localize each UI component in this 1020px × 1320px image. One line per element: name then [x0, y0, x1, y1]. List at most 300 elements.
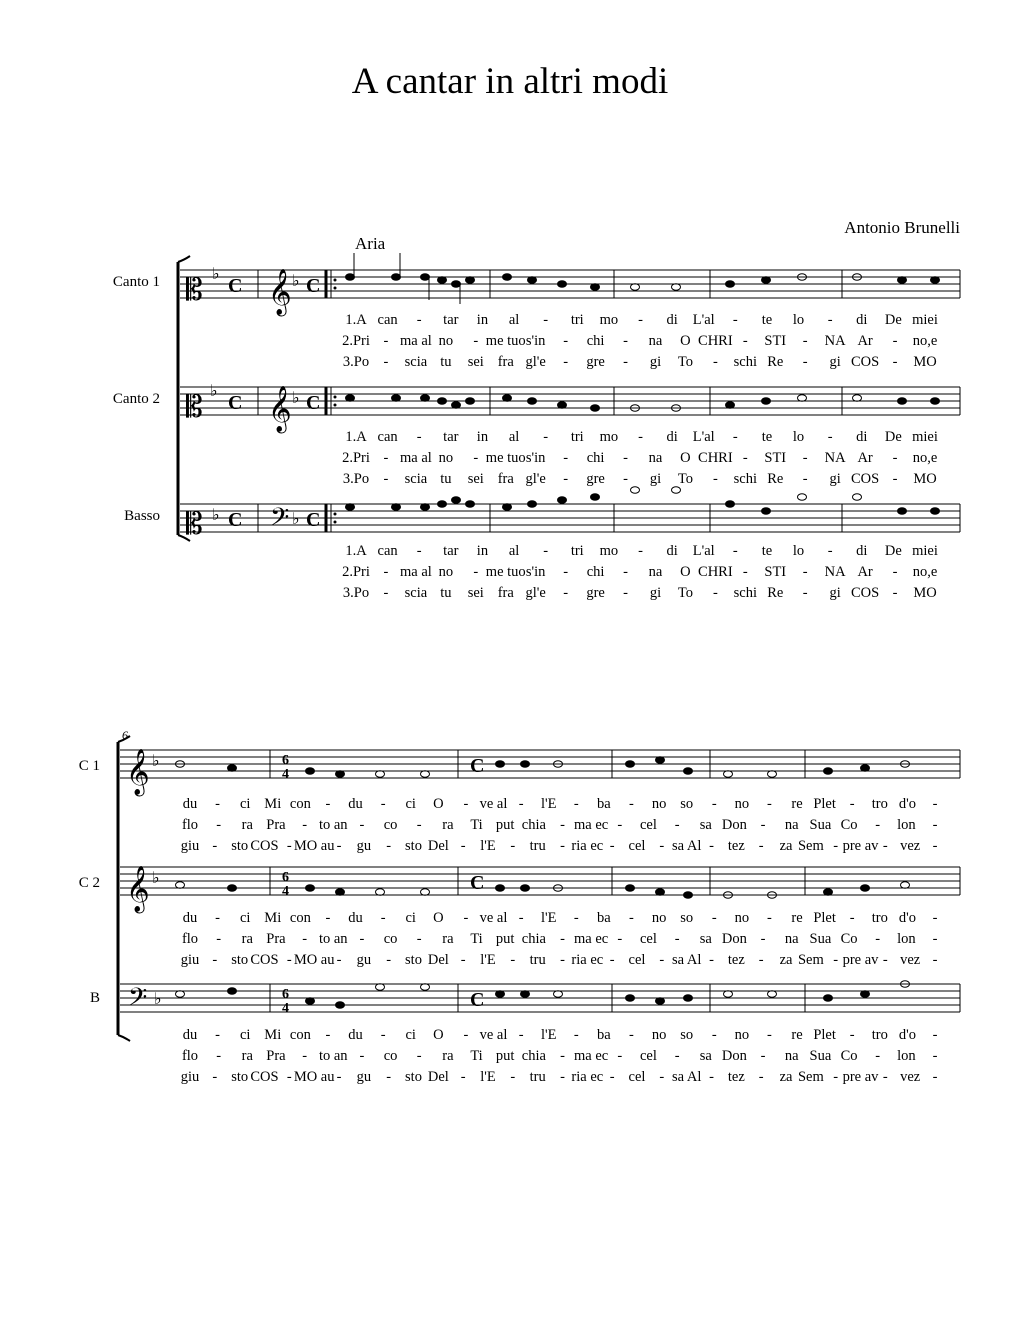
lyric-syllable: za [779, 1069, 793, 1085]
lyric-syllable: STI [764, 450, 787, 466]
lyric-syllable: NA [824, 333, 846, 349]
lyric-syllable: ria ec [571, 838, 604, 854]
lyric-syllable: STI [764, 564, 787, 580]
lyric-syllable: - [573, 910, 579, 926]
lyric-syllable: - [302, 817, 308, 833]
lyric-syllable: - [709, 838, 714, 854]
lyric-syllable: Pra [266, 931, 286, 947]
part-label-b: B [89, 990, 100, 1006]
lyric-syllable: - [882, 1069, 888, 1085]
lyric-syllable: co [383, 931, 398, 947]
lyric-syllable: ve al [479, 1027, 508, 1043]
lyric-syllable: - [659, 1069, 665, 1085]
lyric-syllable: gl'e [525, 471, 546, 487]
lyric-syllable: mo [599, 429, 619, 445]
svg-text:4: 4 [282, 767, 289, 782]
lyric-syllable: can [377, 429, 398, 445]
lyric-syllable: tru [529, 838, 546, 854]
lyric-syllable: 2.Pri [342, 450, 370, 466]
lyric-syllable: di [666, 429, 678, 445]
lyric-syllable: sa Al [671, 838, 702, 854]
lyric-syllable: - [386, 952, 392, 968]
lyric-syllable: Re [767, 585, 784, 601]
lyric-syllable: COS [250, 1069, 279, 1085]
lyric-syllable: di [666, 312, 678, 328]
lyric-syllable: - [802, 585, 808, 601]
lyric-syllable: 1.A [345, 312, 367, 328]
lyric-syllable: tru [529, 952, 546, 968]
lyric-syllable: - [325, 796, 331, 812]
lyric-syllable: sto [405, 838, 422, 854]
lyric-syllable: - [518, 1027, 524, 1043]
lyric-syllable: me tuo [485, 564, 526, 580]
lyric-syllable: - [932, 796, 938, 812]
part-label-c1: C 1 [78, 758, 100, 774]
lyric-syllable: - [510, 838, 516, 854]
lyric-syllable: - [892, 333, 898, 349]
lyric-syllable: gu [356, 1069, 372, 1085]
lyric-syllable: - [827, 429, 833, 445]
lyric-syllable: Sem [797, 1069, 824, 1085]
lyric-syllable: l'E [540, 796, 557, 812]
lyric-syllable: con [289, 1027, 311, 1043]
lyric-syllable: so [680, 1027, 694, 1043]
lyric-syllable: - [463, 1027, 469, 1043]
lyric-syllable: ma ec [574, 817, 609, 833]
lyric-syllable: - [215, 910, 220, 926]
lyric-syllable: - [892, 471, 898, 487]
svg-text:6: 6 [282, 870, 289, 885]
lyric-syllable: flo [181, 931, 199, 947]
lyric-syllable: pre av [842, 1069, 879, 1085]
lyric-syllable: ma ec [574, 1048, 609, 1064]
lyric-syllable: Co [840, 817, 858, 833]
lyric-syllable: - [416, 817, 422, 833]
lyric-syllable: du [182, 1027, 198, 1043]
lyric-syllable: con [289, 796, 311, 812]
lyric-syllable: lo [792, 543, 805, 559]
lyric-syllable: To [677, 354, 693, 370]
lyric-syllable: Mi [264, 796, 282, 812]
lyric-syllable: to an [318, 817, 348, 833]
lyric-syllable: schi [733, 471, 757, 487]
lyric-syllable: no,e [912, 450, 938, 466]
lyric-syllable: - [758, 1069, 764, 1085]
lyric-syllable: - [336, 838, 342, 854]
lyric-syllable: - [383, 585, 389, 601]
lyric-syllable: gi [829, 585, 841, 601]
lyric-syllable: za [779, 952, 793, 968]
lyric-syllable: no [734, 796, 750, 812]
lyric-syllable: - [712, 585, 718, 601]
notes-basso [346, 487, 940, 515]
lyric-syllable: - [286, 1069, 292, 1085]
lyric-syllable: no [651, 796, 667, 812]
lyric-syllable: no [651, 1027, 667, 1043]
lyric-syllable: - [560, 1069, 565, 1085]
lyric-syllable: fra [497, 354, 514, 370]
lyric-syllable: sa Al [671, 1069, 702, 1085]
lyric-syllable: na [648, 564, 663, 580]
lyric-syllable: no [438, 333, 454, 349]
part-label-canto-2: Canto 2 [112, 391, 160, 407]
lyric-syllable: ma al [399, 333, 432, 349]
lyric-syllable: MO au [293, 952, 335, 968]
lyric-syllable: chi [586, 450, 605, 466]
lyric-syllable: no [438, 450, 454, 466]
lyric-syllable: re [791, 1027, 803, 1043]
lyric-syllable: - [875, 931, 881, 947]
lyric-syllable: Ti [470, 931, 483, 947]
svg-text:♭: ♭ [154, 991, 162, 1008]
lyric-syllable: - [563, 585, 569, 601]
lyric-syllable: NA [824, 564, 846, 580]
lyric-syllable: al [508, 543, 520, 559]
lyric-syllable: - [732, 429, 738, 445]
lyric-syllable: - [760, 931, 766, 947]
lyric-syllable: vez [900, 838, 921, 854]
lyric-syllable: - [510, 952, 516, 968]
lyric-syllable: gi [649, 354, 662, 370]
lyric-syllable: - [609, 838, 615, 854]
lyric-syllable: sto [231, 952, 249, 968]
lyric-syllable: - [712, 354, 718, 370]
lyric-syllable: - [849, 910, 855, 926]
lyric-syllable: in [476, 429, 489, 445]
lyric-syllable: du [348, 910, 363, 926]
lyric-syllable: l'E [480, 952, 496, 968]
lyric-syllable: na [784, 931, 799, 947]
lyric-syllable: STI [764, 333, 787, 349]
lyric-syllable: co [383, 817, 398, 833]
lyric-syllable: - [359, 1048, 365, 1064]
lyric-syllable: COS [250, 838, 279, 854]
lyric-syllable: - [712, 471, 718, 487]
lyric-syllable: di [666, 543, 678, 559]
lyric-syllable: cel [640, 817, 657, 833]
lyric-syllable: ve al [479, 910, 508, 926]
lyric-syllable: - [742, 333, 748, 349]
lyric-syllable: - [560, 1048, 565, 1064]
lyric-syllable: sa Al [671, 952, 702, 968]
lyric-syllable: ba [597, 910, 611, 926]
lyric-syllable: O [433, 1027, 444, 1043]
lyric-syllable: - [767, 796, 772, 812]
svg-text:C: C [228, 275, 243, 297]
lyric-syllable: - [802, 450, 808, 466]
lyric-syllable: di [856, 429, 868, 445]
lyric-syllable: za [779, 838, 793, 854]
lyric-syllable: De [884, 543, 902, 559]
lyric-syllable: tu [440, 471, 452, 487]
lyric-syllable: fra [497, 585, 514, 601]
lyric-syllable: - [560, 952, 565, 968]
lyric-syllable: COS [250, 952, 279, 968]
lyric-syllable: sei [467, 585, 484, 601]
lyric-syllable: - [674, 817, 680, 833]
lyric-syllable: - [802, 354, 808, 370]
lyric-syllable: tar [443, 429, 459, 445]
lyric-syllable: tez [727, 838, 745, 854]
lyric-syllable: ba [597, 1027, 611, 1043]
lyric-syllable: chia [521, 931, 546, 947]
lyric-syllable: Plet [813, 910, 836, 926]
lyric-syllable: gi [829, 471, 841, 487]
lyric-syllable: - [732, 312, 738, 328]
lyric-syllable: ci [405, 1027, 416, 1043]
lyric-syllable: - [892, 564, 898, 580]
svg-text:♭: ♭ [292, 390, 300, 407]
lyric-syllable: MO [913, 471, 937, 487]
lyric-syllable: tez [727, 1069, 745, 1085]
lyric-syllable: Sem [797, 952, 824, 968]
lyric-syllable: - [849, 1027, 855, 1043]
lyric-syllable: - [383, 564, 389, 580]
lyric-syllable: - [932, 931, 938, 947]
svg-text:𝄞: 𝄞 [268, 386, 292, 431]
lyric-syllable: - [802, 471, 808, 487]
lyric-syllable: du [348, 796, 363, 812]
lyric-syllable: tru [529, 1069, 546, 1085]
lyric-syllable: - [336, 1069, 342, 1085]
lyric-syllable: Re [767, 471, 784, 487]
lyric-syllable: na [648, 450, 663, 466]
lyric-syllable: - [416, 312, 422, 328]
lyric-syllable: sto [231, 838, 249, 854]
lyric-syllable: - [215, 796, 220, 812]
lyric-syllable: - [932, 1048, 938, 1064]
lyric-syllable: Pra [266, 1048, 286, 1064]
lyric-syllable: ra [442, 817, 454, 833]
lyric-syllable: Ti [470, 817, 483, 833]
lyric-syllable: - [380, 910, 386, 926]
lyric-syllable: Sem [797, 838, 824, 854]
lyric-syllable: schi [733, 354, 757, 370]
lyric-syllable: gre [586, 471, 605, 487]
lyric-syllable: - [518, 796, 524, 812]
lyric-syllable: - [383, 354, 389, 370]
lyric-syllable: COS [850, 471, 880, 487]
svg-text:C: C [306, 509, 321, 531]
lyric-syllable: so [680, 796, 694, 812]
lyric-syllable: - [563, 450, 569, 466]
lyric-syllable: vez [900, 952, 921, 968]
lyric-syllable: - [518, 910, 524, 926]
lyric-syllable: mo [599, 312, 619, 328]
lyric-syllable: - [386, 1069, 392, 1085]
lyric-syllable: - [543, 312, 549, 328]
lyric-syllable: l'E [480, 838, 496, 854]
lyric-syllable: - [460, 1069, 466, 1085]
lyric-syllable: - [325, 910, 331, 926]
lyric-syllable: Sua [809, 931, 832, 947]
lyric-syllable: - [711, 796, 717, 812]
lyric-syllable: so [680, 910, 694, 926]
svg-text:C: C [470, 872, 485, 894]
lyric-syllable: ma al [399, 564, 432, 580]
lyric-syllable: MO au [293, 1069, 335, 1085]
lyric-syllable: mo [599, 543, 619, 559]
lyric-syllable: gi [829, 354, 841, 370]
lyric-syllable: sto [405, 1069, 422, 1085]
lyric-syllable: - [563, 354, 569, 370]
lyric-syllable: in [476, 543, 489, 559]
lyric-syllable: O [433, 796, 444, 812]
lyric-syllable: - [833, 1069, 839, 1085]
lyric-syllable: - [623, 564, 628, 580]
lyric-syllable: - [359, 931, 365, 947]
lyric-syllable: - [892, 585, 898, 601]
lyric-syllable: no [734, 1027, 750, 1043]
lyric-syllable: s'in [525, 333, 546, 349]
lyric-syllable: ria ec [571, 952, 604, 968]
lyric-syllable: - [932, 838, 938, 854]
lyric-syllable: du [182, 910, 198, 926]
lyric-syllable: Pra [266, 817, 286, 833]
svg-text:𝄞: 𝄞 [126, 866, 150, 911]
svg-text:C: C [470, 755, 485, 777]
lyric-syllable: - [767, 1027, 772, 1043]
svg-text:C: C [306, 275, 321, 297]
lyric-syllable: Sua [809, 1048, 832, 1064]
lyric-syllable: l'E [480, 1069, 496, 1085]
lyric-syllable: CHRI [698, 333, 733, 349]
lyric-syllable: - [359, 817, 365, 833]
lyric-syllable: put [495, 931, 515, 947]
lyric-syllable: - [875, 817, 881, 833]
lyric-syllable: chi [586, 333, 605, 349]
lyric-syllable: put [495, 1048, 515, 1064]
lyric-syllable: no,e [912, 564, 938, 580]
lyric-syllable: - [833, 952, 839, 968]
lyric-syllable: giu [180, 952, 200, 968]
lyric-syllable: sei [467, 354, 484, 370]
svg-text:C: C [306, 392, 321, 414]
lyric-syllable: al [508, 429, 520, 445]
lyric-syllable: - [638, 429, 643, 445]
c-clef-icon: 𝄡 [186, 274, 203, 307]
lyric-syllable: - [760, 817, 766, 833]
lyric-syllable: no [438, 564, 454, 580]
lyric-syllable: - [760, 1048, 766, 1064]
lyric-syllable: me tuo [485, 333, 526, 349]
lyric-syllable: scia [404, 471, 428, 487]
lyric-syllable: gl'e [525, 354, 546, 370]
svg-text:♭: ♭ [152, 870, 160, 887]
lyric-syllable: te [761, 543, 773, 559]
lyric-syllable: gu [356, 838, 372, 854]
lyric-syllable: 2.Pri [342, 333, 370, 349]
lyric-syllable: 2.Pri [342, 564, 370, 580]
lyric-syllable: Ar [857, 333, 873, 349]
lyric-syllable: giu [180, 838, 200, 854]
notes-canto-1 [346, 253, 940, 304]
lyric-syllable: ci [405, 796, 416, 812]
lyric-syllable: l'E [540, 1027, 557, 1043]
lyric-syllable: ra [241, 931, 253, 947]
lyric-syllable: gl'e [525, 585, 546, 601]
lyric-syllable: MO [913, 354, 937, 370]
lyric-syllable: - [629, 796, 634, 812]
lyric-syllable: - [711, 910, 717, 926]
lyric-syllable: 3.Po [342, 585, 370, 601]
part-label-basso: Basso [124, 508, 160, 524]
lyric-syllable: to an [318, 931, 348, 947]
svg-text:𝄡: 𝄡 [186, 508, 203, 541]
lyric-syllable: s'in [525, 564, 546, 580]
lyric-syllable: CHRI [698, 450, 733, 466]
lyric-syllable: - [875, 1048, 881, 1064]
lyric-syllable: no [734, 910, 750, 926]
lyric-syllable: 3.Po [342, 354, 370, 370]
lyric-syllable: re [791, 910, 803, 926]
lyric-syllable: L'al [692, 543, 715, 559]
lyric-syllable: gi [649, 471, 662, 487]
lyric-syllable: ba [597, 796, 611, 812]
lyric-syllable: - [216, 817, 222, 833]
svg-text:𝄡: 𝄡 [186, 391, 203, 424]
lyric-syllable: me tuo [485, 450, 526, 466]
lyric-syllable: chia [521, 817, 546, 833]
lyric-syllable: - [629, 910, 634, 926]
svg-text:♭: ♭ [210, 383, 218, 400]
lyric-syllable: di [856, 312, 868, 328]
lyric-syllable: - [617, 1048, 623, 1064]
lyric-syllable: - [416, 429, 422, 445]
lyric-syllable: - [767, 910, 772, 926]
lyric-syllable: d'o [898, 1027, 916, 1043]
lyric-syllable: - [892, 450, 898, 466]
lyric-syllable: - [286, 952, 292, 968]
lyric-syllable: - [416, 931, 422, 947]
lyric-syllable: - [609, 1069, 615, 1085]
lyric-syllable: - [563, 564, 569, 580]
lyric-syllable: Mi [264, 910, 282, 926]
lyric-syllable: L'al [692, 429, 715, 445]
lyric-syllable: no [651, 910, 667, 926]
lyric-syllable: Co [840, 931, 858, 947]
lyric-syllable: - [212, 1069, 218, 1085]
lyric-syllable: - [623, 585, 628, 601]
lyric-syllable: lo [792, 312, 805, 328]
lyric-syllable: gi [649, 585, 662, 601]
lyric-syllable: chia [521, 1048, 546, 1064]
lyric-syllable: co [383, 1048, 398, 1064]
lyric-syllable: tro [871, 796, 888, 812]
lyric-syllable: - [932, 952, 938, 968]
lyric-syllable: - [623, 354, 628, 370]
lyric-syllable: - [617, 931, 623, 947]
lyric-syllable: Plet [813, 1027, 836, 1043]
lyric-syllable: ma ec [574, 931, 609, 947]
lyric-syllable: s'in [525, 450, 546, 466]
lyric-syllable: - [563, 333, 569, 349]
lyric-syllable: can [377, 543, 398, 559]
lyric-syllable: ve al [479, 796, 508, 812]
lyric-syllable: - [849, 796, 855, 812]
lyric-syllable: tar [443, 543, 459, 559]
lyric-syllable: Don [721, 931, 747, 947]
lyric-syllable: Plet [813, 796, 836, 812]
lyric-syllable: MO au [293, 838, 335, 854]
lyric-syllable: - [932, 1069, 938, 1085]
lyric-syllable: - [560, 838, 565, 854]
treble-clef-icon: 𝄞 [126, 749, 150, 794]
lyric-syllable: sa [699, 817, 712, 833]
lyric-syllable: te [761, 312, 773, 328]
lyric-syllable: - [623, 450, 628, 466]
lyric-syllable: Mi [264, 1027, 282, 1043]
